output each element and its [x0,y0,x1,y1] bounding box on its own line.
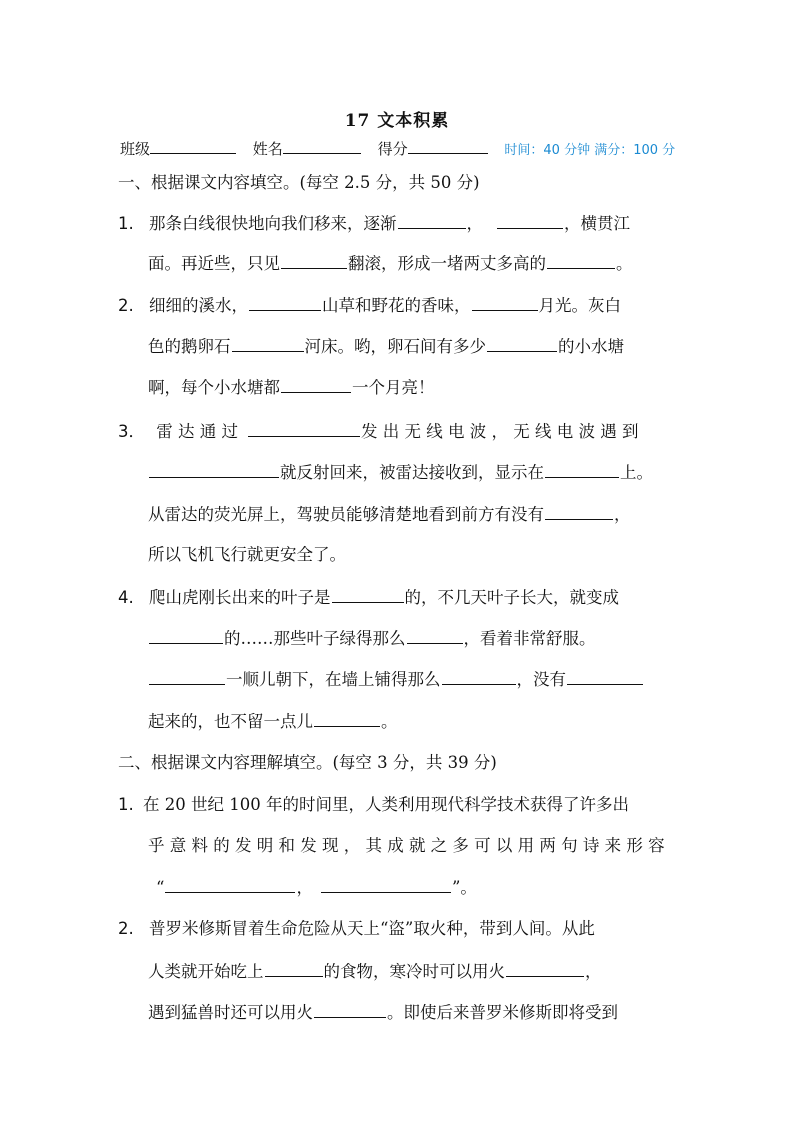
fill-blank[interactable] [567,668,643,685]
fill-blank[interactable] [265,960,323,977]
time-info: 时间：40 分钟 满分：100 分 [504,143,676,158]
text-segment: 月光。灰白 [538,296,621,315]
text-segment: 遇到猛兽时还可以用火 [148,1003,313,1022]
fill-blank[interactable] [321,876,451,893]
text-segment: 面。再近些，只见 [148,254,280,273]
text-segment: 起来的，也不留一点儿 [148,712,313,731]
s1-q4-line4 [148,710,680,733]
text-segment: 乎 意 料 的 发 明 和 发 现 ， 其 成 就 之 多 可 以 用 两 句 诗 来 形 容 [148,836,665,855]
fill-blank[interactable] [249,294,321,311]
text-segment: 雷 达 通 过 [156,422,238,441]
text-segment: 。 [616,254,633,273]
s1-q4-line1 [118,586,680,609]
fill-blank[interactable] [472,294,538,311]
s2-q1-line2 [148,835,680,857]
fill-blank[interactable] [314,710,380,727]
text-segment: 色的鹅卵石 [148,337,231,356]
text-segment: 普罗米修斯冒着生命危险从天上“盗”取火种，带到人间。从此 [149,919,595,938]
fill-blank[interactable] [442,668,516,685]
text-segment: “ [156,878,165,897]
text-segment: ， [614,505,631,524]
s1-q3-line1 [118,420,680,443]
text-segment: 人类就开始吃上 [148,962,264,981]
text-segment: 发 出 无 线 电 波 ， 无 线 电 波 遇 到 [361,422,639,441]
text-segment: 那条白线很快地向我们移来，逐渐 [149,214,397,233]
text-segment: 。即使后来普罗米修斯即将受到 [387,1003,618,1022]
s1-q4-line3 [148,668,680,691]
fill-blank[interactable] [407,627,463,644]
fill-blank[interactable] [149,461,279,478]
text-segment: 的小水塘 [558,337,624,356]
fill-blank[interactable] [248,420,360,437]
text-segment: ”。 [451,878,477,897]
s1-q3-line3 [148,503,680,526]
s1-q2-line1 [118,294,680,317]
text-segment: ，看着非常舒服。 [463,629,596,648]
fill-blank[interactable] [545,503,613,520]
fill-blank[interactable] [232,335,304,352]
s2-q2-line1 [118,918,680,940]
text-segment: 所以飞机飞行就更安全了。 [148,545,346,564]
fill-blank[interactable] [398,212,466,229]
fill-blank[interactable] [281,252,347,269]
fill-blank[interactable] [281,376,351,393]
s1-q3-line4 [148,544,680,566]
s1-q3-line2 [148,461,680,484]
s1-q4-line2 [148,627,680,650]
s2-q1-line1 [118,794,680,816]
text-segment: 就反射回来，被雷达接收到，显示在 [280,463,544,482]
text-segment: 啊，每个小水塘都 [148,378,280,397]
class-label: 班级 [120,140,151,158]
fill-blank[interactable] [487,335,557,352]
score-label: 得分 [377,140,408,158]
s2-q2-line2 [148,960,680,983]
fill-blank[interactable] [545,461,619,478]
text-segment: 的食物，寒冷时可以用火 [323,962,505,981]
s1-q4-number: 4. [118,588,134,607]
name-label: 姓名 [252,140,283,158]
fill-blank[interactable] [497,212,563,229]
text-segment: 一顺儿朝下，在墙上铺得那么 [226,670,441,689]
text-segment: 的……那些叶子绿得那么 [224,629,406,648]
header-info-row [120,138,680,159]
text-segment: 的，不几天叶子长大，就变成 [404,588,619,607]
name-blank[interactable] [283,139,361,154]
s2-q2-number: 2. [118,919,134,938]
text-segment: 山草和野花的香味， [322,296,471,315]
section2-heading: 二、根据课文内容理解填空。(每空 3 分，共 39 分) [118,753,497,772]
text-segment: ，没有 [516,670,566,689]
s1-q2-line3 [148,376,680,399]
s2-q1-number: 1. [118,795,134,814]
s1-q2-number: 2. [118,296,134,315]
fill-blank[interactable] [547,252,615,269]
fill-blank[interactable] [149,668,225,685]
score-blank[interactable] [408,139,488,154]
s2-q2-line3 [148,1001,680,1024]
fill-blank[interactable] [314,1001,386,1018]
text-segment: ，横贯江 [564,214,630,233]
text-segment: 一个月亮！ [352,378,435,397]
section1-heading: 一、根据课文内容填空。(每空 2.5 分，共 50 分) [118,173,480,192]
text-segment: 。 [381,712,398,731]
s1-q1-line2 [148,252,680,275]
text-segment: ， [466,214,483,233]
fill-blank[interactable] [149,627,223,644]
fill-blank[interactable] [165,876,295,893]
text-segment: 河床。哟，卵石间有多少 [304,337,486,356]
text-segment: 翻滚，形成一堵两丈多高的 [348,254,546,273]
s1-q1-line1 [118,212,680,235]
fill-blank[interactable] [506,960,584,977]
s1-q3-number: 3． [118,422,145,441]
text-segment: ， [296,878,313,897]
s1-q1-number: 1. [118,214,134,233]
text-segment: 爬山虎刚长出来的叶子是 [149,588,331,607]
text-segment: ， [585,962,602,981]
s2-q1-line3 [156,876,676,899]
page-title: 17 文本积累 [344,111,450,131]
class-blank[interactable] [150,139,236,154]
text-segment: 细细的溪水， [149,296,248,315]
text-segment: 从雷达的荧光屏上，驾驶员能够清楚地看到前方有没有 [148,505,544,524]
s1-q2-line2 [148,335,680,358]
text-segment: 上。 [620,463,653,482]
text-segment: 在 20 世纪 100 年的时间里，人类利用现代科学技术获得了许多出 [143,795,629,814]
fill-blank[interactable] [332,586,404,603]
